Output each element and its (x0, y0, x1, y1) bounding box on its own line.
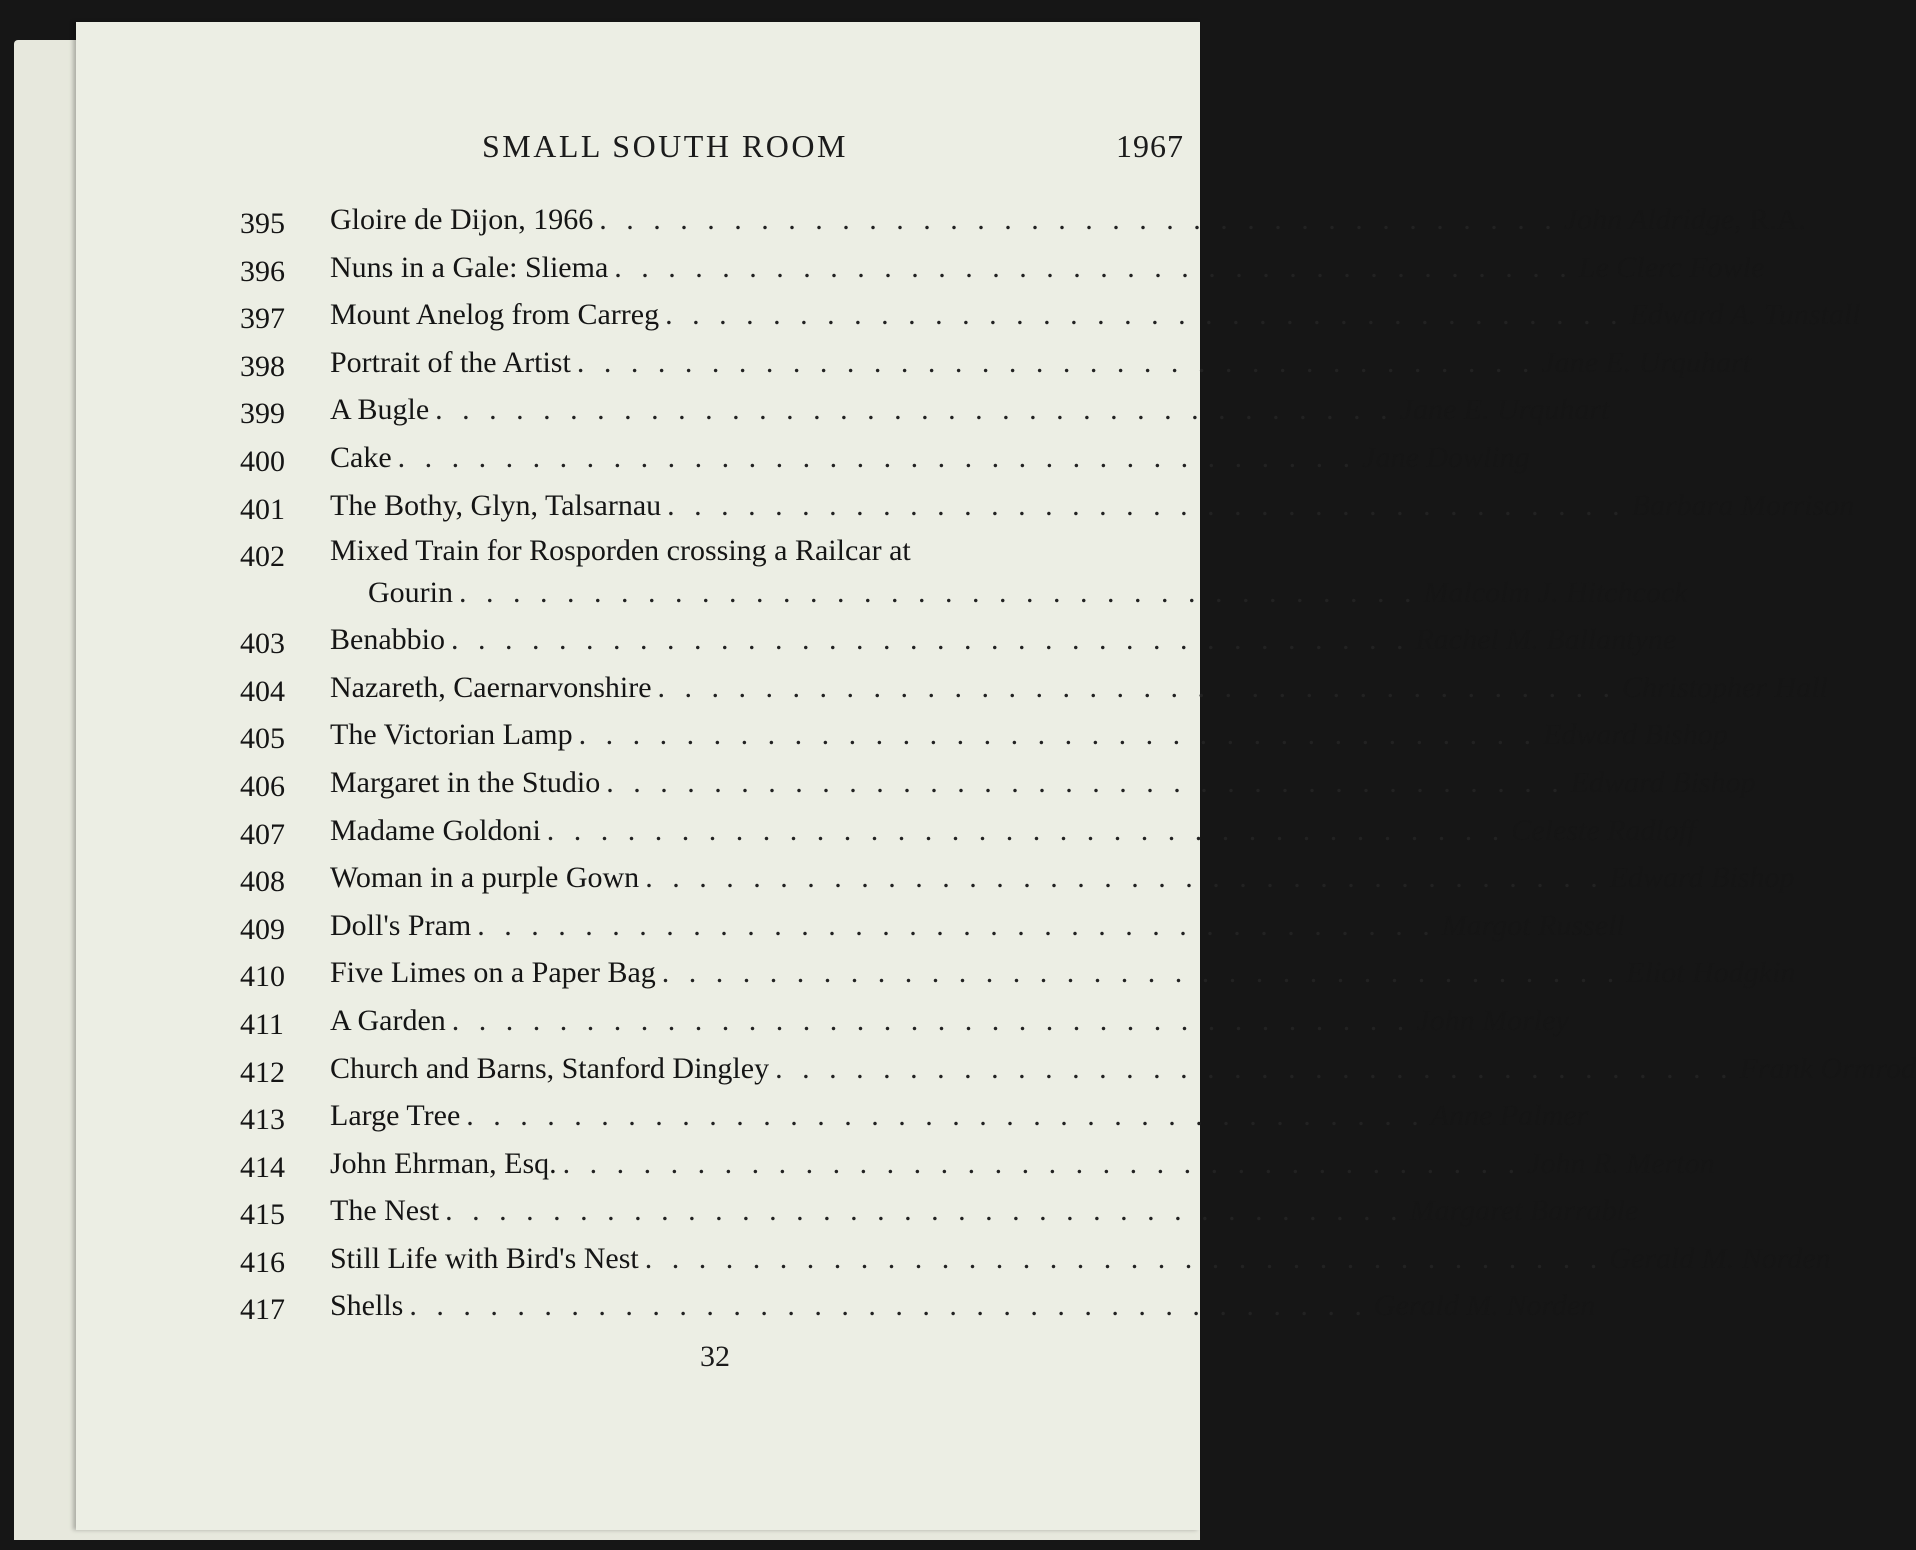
entry-artist (1527, 1140, 1714, 1188)
entry-line (330, 759, 1756, 807)
catalogue-entry (240, 196, 1806, 244)
entry-title: Church and Barns, Stanford Dingley (330, 1051, 770, 1085)
entry-line (330, 482, 1855, 530)
entry-line (330, 664, 1828, 712)
entry-title: Nuns in a Gale: Sliema (330, 250, 609, 284)
entry-number: 396 (240, 254, 285, 288)
entry-line (330, 1187, 1639, 1235)
entry-title: John Ehrman, Esq. (330, 1146, 557, 1180)
room-title: SMALL SOUTH ROOM (482, 128, 848, 164)
artist-name: Anne Palmer (1430, 1099, 1589, 1133)
artist-name: Le Clerc Fowle (1578, 250, 1765, 284)
entry-line (330, 1045, 1916, 1093)
entry-title: Madame Goldoni (330, 813, 541, 847)
dot-leader: . . . . . . . . . . . . . . . . . . . . . . . . . . . . . . . . . . . . (435, 393, 1394, 427)
artist-name: Jane Dowling (1362, 440, 1530, 474)
entry-title: Margaret in the Studio (330, 765, 601, 799)
entry-artist (1622, 664, 1828, 712)
entry-title: The Bothy, Glyn, Talsarnau (330, 488, 662, 522)
entry-number: 409 (240, 912, 285, 946)
catalogue-entry (240, 1140, 1715, 1188)
entry-title: Nazareth, Caernarvonshire (330, 670, 652, 704)
catalogue-entry (240, 1045, 1916, 1093)
dot-leader: . . . . . . . . . . . . . . . . . . . . . . . . . . . . . . . . . . . . (451, 1003, 1411, 1037)
entry-artist (1431, 1092, 1588, 1140)
entry-line (368, 569, 1688, 617)
artist-name: Malcolm J. Hitchcock (1423, 576, 1688, 610)
catalogue-entry (240, 482, 1855, 530)
entry-title: Large Tree (330, 1099, 461, 1133)
dot-leader: . . . . . . . . . . . . . . . . . . . . . . . . . . . . . . . . . . . . (477, 908, 1436, 942)
entry-line (330, 616, 1677, 664)
entry-number: 407 (240, 817, 285, 851)
entry-number: 402 (240, 540, 285, 574)
dot-leader: . . . . . . . . . . . . . . . . . . . . . . . . . . . . . . . . . . . . (445, 1194, 1404, 1228)
dot-leader: . . . . . . . . . . . . . . . . . . . . . . . . . . . . . . . . . . . . (578, 718, 1538, 752)
entry-artist (1374, 1282, 1595, 1330)
entry-number: 417 (240, 1293, 285, 1327)
artist-name: Edward A. Tunstall (1629, 298, 1861, 332)
entry-title: Five Limes on a Paper Bag (330, 956, 656, 990)
entry-title: Mount Anelog from Carreg (330, 298, 660, 332)
artist-name: Eliot Hodgkin (1626, 956, 1796, 990)
dot-leader: . . . . . . . . . . . . . . . . . . . . . . . . . . . . . . . . . . . . (667, 488, 1626, 522)
entry-line (330, 711, 1728, 759)
entry-line (330, 339, 1752, 387)
catalogue-entry (240, 1092, 1589, 1140)
artist-name: Edward Bishop (1543, 718, 1728, 752)
entry-artist (1424, 569, 1688, 617)
artist-name: John R. Merton (1527, 1146, 1715, 1180)
entry-line (330, 997, 1569, 1045)
entry-title: Still Life with Bird's Nest (330, 1241, 639, 1275)
entry-title: Portrait of the Artist (330, 345, 571, 379)
artist-name: Edward Bishop (1609, 861, 1795, 895)
entry-number: 398 (240, 349, 285, 383)
entry-title-continued: Gourin (368, 576, 453, 610)
entry-artist (1632, 482, 1855, 530)
entry-artist (1400, 386, 1610, 434)
entry-line (330, 291, 1861, 339)
entry-title: Shells (330, 1289, 404, 1323)
entry-artist (1571, 759, 1756, 807)
artist-name: Barbara Morrison (1631, 488, 1855, 522)
entry-artist (1543, 711, 1728, 759)
dot-leader: . . . . . . . . . . . . . . . . . . . . . . . . . . . . . . . . . . . . (562, 1146, 1522, 1180)
catalogue-entry (240, 711, 1728, 759)
dot-leader: . . . . . . . . . . . . . . . . . . . . . . . . . . . . . . . . . . . . (576, 345, 1536, 379)
entry-number: 415 (240, 1198, 285, 1232)
artist-suffix: R.A. (1749, 203, 1806, 236)
catalogue-entry (240, 434, 1530, 482)
year: 1967 (1116, 128, 1184, 164)
dot-leader: . . . . . . . . . . . . . . . . . . . . . . . . . . . . . . . . . . . . (614, 250, 1573, 284)
catalogue-entry (240, 386, 1610, 434)
entry-line (330, 196, 1806, 244)
entry-number: 411 (240, 1007, 284, 1041)
entry-artist (1362, 434, 1529, 482)
entry-line (330, 434, 1530, 482)
catalogue-entry (240, 807, 1696, 855)
catalogue-list (240, 196, 1916, 1330)
entry-title: Cake (330, 440, 392, 474)
catalogue-entry (240, 1187, 1639, 1235)
entry-artist (1511, 807, 1695, 855)
dot-leader: . . . . . . . . . . . . . . . . . . . . . . . . . . . . . . . . . . . . (450, 623, 1410, 657)
entry-number: 410 (240, 960, 285, 994)
catalogue-entry (240, 1235, 1831, 1283)
entry-number: 414 (240, 1150, 285, 1184)
entry-title: Mixed Train for Rosporden crossing a Railcar at (330, 534, 911, 568)
entry-artist (1416, 997, 1568, 1045)
dot-leader: . . . . . . . . . . . . . . . . . . . . . . . . . . . . . . . . . . . . (661, 956, 1621, 990)
entry-number: 399 (240, 397, 285, 431)
entry-artist (1630, 291, 1861, 339)
catalogue-entry (240, 1282, 1596, 1330)
dot-leader: . . . . . . . . . . . . . . . . . . . . . . . . . . . . . . . . . . . . (665, 298, 1624, 332)
entry-line (330, 1092, 1589, 1140)
entry-line (330, 386, 1610, 434)
entry-number: 404 (240, 674, 285, 708)
entry-artist (1564, 196, 1806, 244)
entry-title: The Victorian Lamp (330, 718, 573, 752)
entry-number: 405 (240, 722, 285, 756)
entry-line (330, 902, 1625, 950)
entry-number: 397 (240, 302, 285, 336)
catalogue-entry (240, 664, 1828, 712)
entry-artist (1579, 244, 1765, 292)
dot-leader: . . . . . . . . . . . . . . . . . . . . . . . . . . . . . . . . . . . . (645, 861, 1604, 895)
entry-number: 416 (240, 1245, 285, 1279)
entry-line (330, 854, 1795, 902)
page-header (0, 128, 1200, 178)
entry-artist (1541, 339, 1751, 387)
entry-line (330, 244, 1765, 292)
entry-number: 408 (240, 865, 285, 899)
artist-name: Celeste Radloff (1511, 813, 1696, 847)
entry-title: A Garden (330, 1003, 446, 1037)
dot-leader: . . . . . . . . . . . . . . . . . . . . . . . . . . . . . . . . . . . . (546, 813, 1506, 847)
entry-title: The Nest (330, 1194, 440, 1228)
catalogue-entry (240, 291, 1861, 339)
page-number: 32 (700, 1340, 730, 1373)
entry-artist (1740, 1045, 1916, 1093)
artist-name: Jane E. Urquhart (1541, 345, 1752, 379)
entry-title: Woman in a purple Gown (330, 861, 640, 895)
catalogue-entry (240, 854, 1795, 902)
entry-line (330, 1235, 1831, 1283)
catalogue-entry (240, 949, 1796, 997)
entry-artist (1410, 1187, 1639, 1235)
dot-leader: . . . . . . . . . . . . . . . . . . . . . . . . . . . . . . . . . . . . (466, 1099, 1425, 1133)
artist-name: Edward Bishop (1570, 765, 1756, 799)
entry-number: 403 (240, 627, 285, 661)
entry-number: 406 (240, 769, 285, 803)
entry-number: 401 (240, 492, 285, 526)
dot-leader: . . . . . . . . . . . . . . . . . . . . . . . . . . . . . . . . . . . . (606, 765, 1565, 799)
catalogue-entry (240, 339, 1752, 387)
dot-leader: . . . . . . . . . . . . . . . . . . . . . . . . . . . . . . . . . . . . (599, 203, 1558, 236)
entry-title: A Bugle (330, 393, 430, 427)
catalogue-entry (240, 997, 1569, 1045)
dot-leader: . . . . . . . . . . . . . . . . . . . . . . . . . . . . . . . . . . . . (657, 670, 1617, 704)
entry-title: Doll's Pram (330, 908, 472, 942)
dot-leader: . . . . . . . . . . . . . . . . . . . . . . . . . . . . . . . . . . . . (459, 576, 1418, 610)
entry-artist (1610, 854, 1795, 902)
entry-line (330, 1140, 1715, 1188)
entry-line (330, 1282, 1596, 1330)
entry-artist (1442, 902, 1625, 950)
dot-leader: . . . . . . . . . . . . . . . . . . . . . . . . . . . . . . . . . . . . (397, 440, 1357, 474)
artist-name: John Morley (1416, 1003, 1569, 1037)
catalogue-entry (240, 244, 1765, 292)
catalogue-entry (240, 616, 1677, 664)
artist-name: John Aldridge, (1563, 203, 1742, 236)
catalogue-entry (240, 902, 1625, 950)
entry-number: 400 (240, 444, 285, 478)
entry-artist (1609, 1235, 1830, 1283)
entry-line (330, 949, 1796, 997)
catalogue-entry (240, 759, 1756, 807)
entry-number: 395 (240, 207, 285, 240)
artist-name: Gerald M. Norden (1609, 1241, 1831, 1275)
artist-name: Margaret Barrable (1409, 1194, 1639, 1228)
entry-title: Gloire de Dijon, 1966 (330, 203, 594, 236)
entry-title: Benabbio (330, 623, 445, 657)
entry-artist (1415, 616, 1676, 664)
entry-number: 413 (240, 1103, 285, 1137)
artist-name: Jane E. Urquhart (1399, 393, 1610, 427)
artist-name: Rachel M. Ballantyne (1415, 623, 1677, 657)
artist-name: Frank Ormrod (1739, 1051, 1916, 1085)
dot-leader: . . . . . . . . . . . . . . . . . . . . . . . . . . . . . . . . . . . . (644, 1241, 1604, 1275)
artist-name: Margot Russell (1441, 908, 1625, 942)
entry-line (330, 807, 1696, 855)
dot-leader: . . . . . . . . . . . . . . . . . . . . . . . . . . . . . . . . . . . . (775, 1051, 1734, 1085)
dot-leader: . . . . . . . . . . . . . . . . . . . . . . . . . . . . . . . . . . . . (409, 1289, 1368, 1323)
entry-artist (1626, 949, 1795, 997)
artist-name: Gerald M. Norden (1373, 1289, 1596, 1323)
artist-name: Christopher Hall (1622, 670, 1828, 704)
catalogue-entry (240, 529, 1688, 616)
entry-number: 412 (240, 1055, 285, 1089)
